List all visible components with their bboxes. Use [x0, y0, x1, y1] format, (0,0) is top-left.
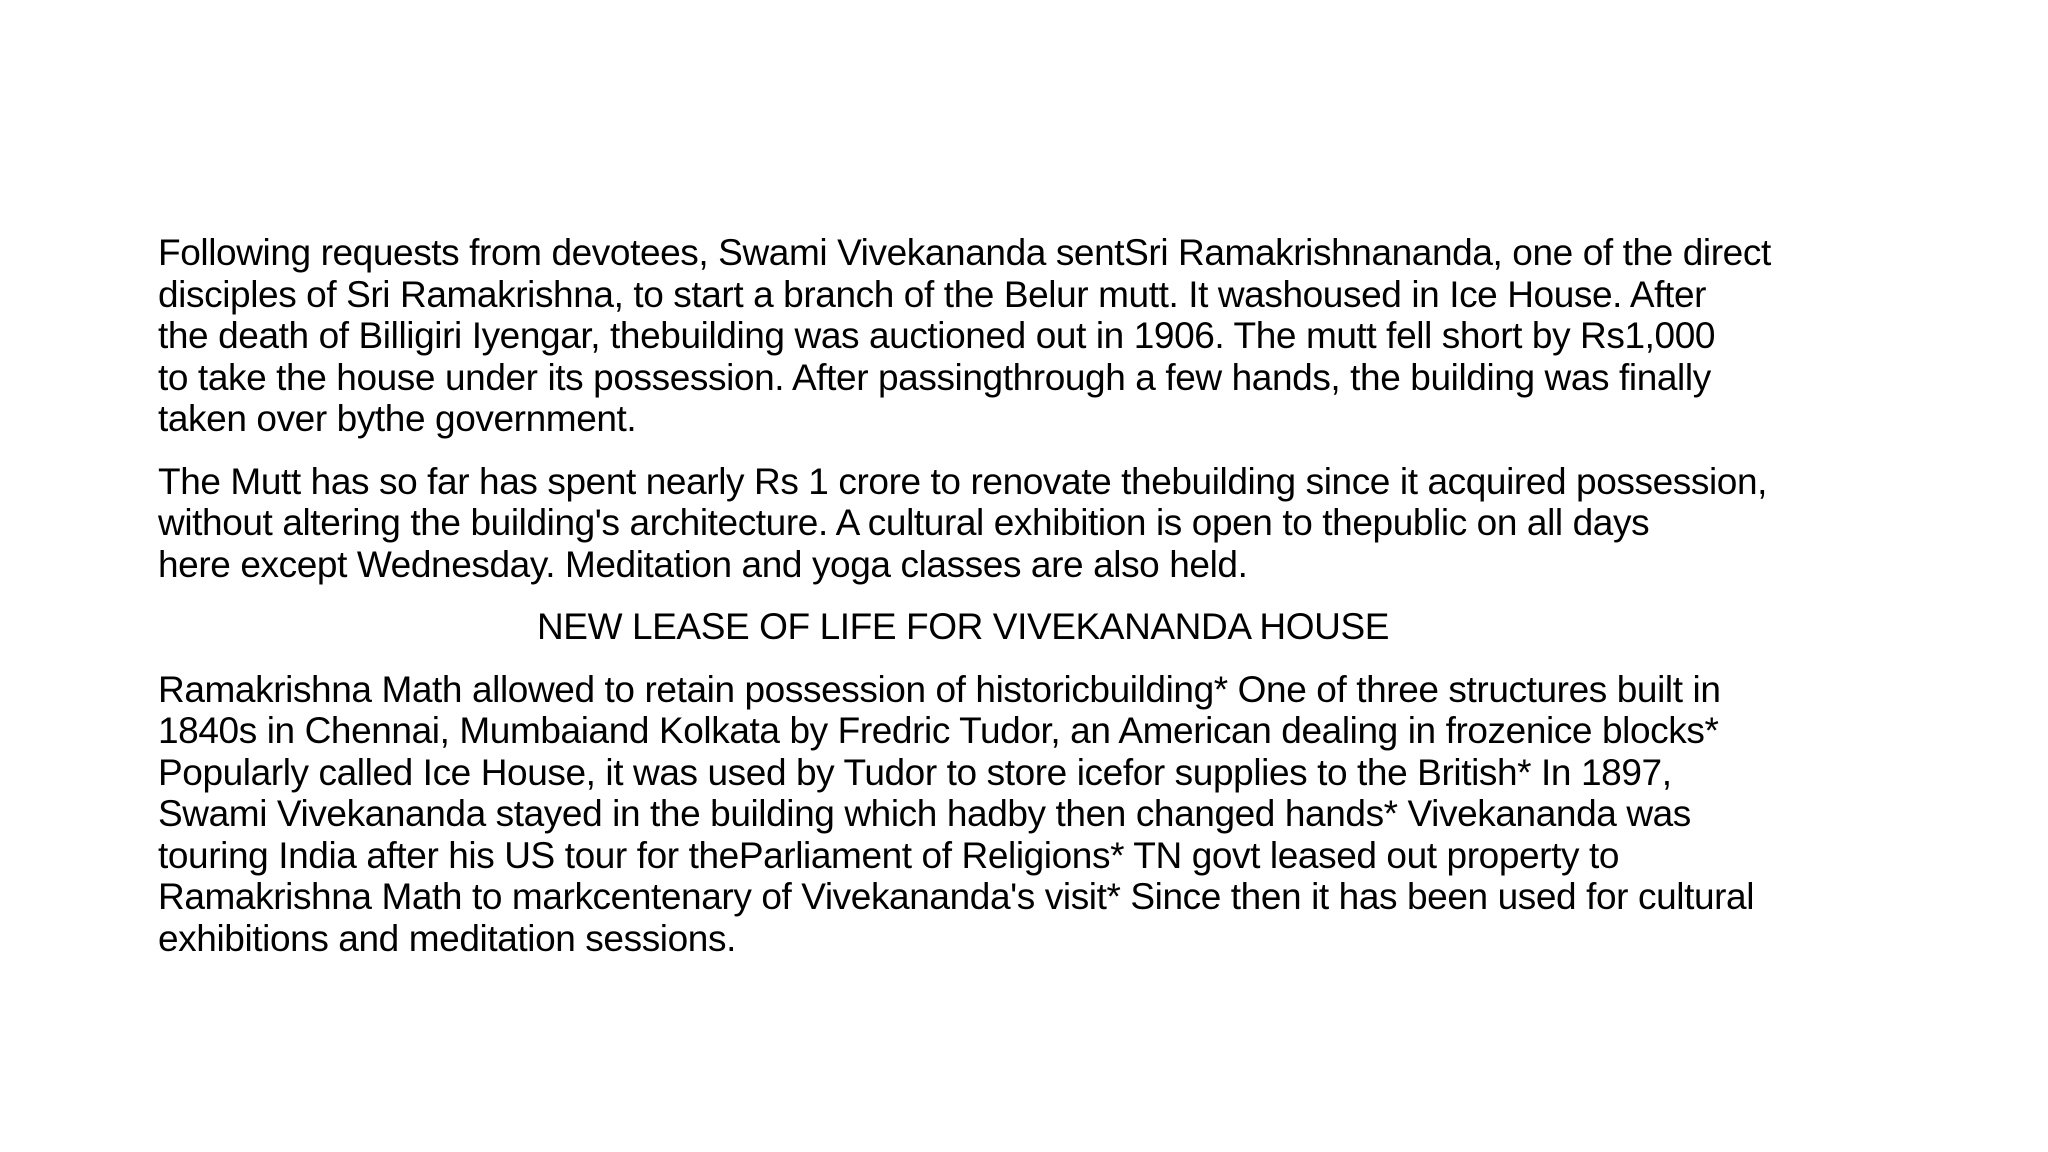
paragraph-summary: Ramakrishna Math allowed to retain possession of historicbuilding* One of three structures built in 1840s in Chennai, Mumbaiand Kolkata by Fredric Tudor, an American dealing in frozenice blocks* Popularly called Ice House, it was used by Tudor to store icefor supplies to the British* In 1897, Swami Vivekananda stayed in the building which hadby then changed hands* Vivekananda was touring India after his US tour for theParliament of Religions* TN govt leased out property to Ramakrishna Math to markcentenary of Vivekananda's visit* Since then it has been used for cultural exhibitions and meditation sessions. [158, 668, 1755, 959]
text-body [158, 232, 1918, 980]
section-heading: NEW LEASE OF LIFE FOR VIVEKANANDA HOUSE [536, 606, 1390, 647]
paragraph-ice-house-history: Following requests from devotees, Swami Vivekananda sentSri Ramakrishnananda, one of the direct disciples of Sri Ramakrishna, to start a branch of the Belur mutt. It washoused in Ice House. After the death of Billigiri Iyengar, thebuilding was auctioned out in 1906. The mutt fell short by Rs1,000 to take the house under its possession. After passingthrough a few hands, the building was finally taken over bythe government. [158, 232, 1771, 439]
paragraph-renovation: The Mutt has so far has spent nearly Rs 1 crore to renovate thebuilding since it acquired possession, without altering the building's architecture. A cultural exhibition is open to thepublic on all days here except Wednesday. Meditation and yoga classes are also held. [158, 460, 1768, 585]
